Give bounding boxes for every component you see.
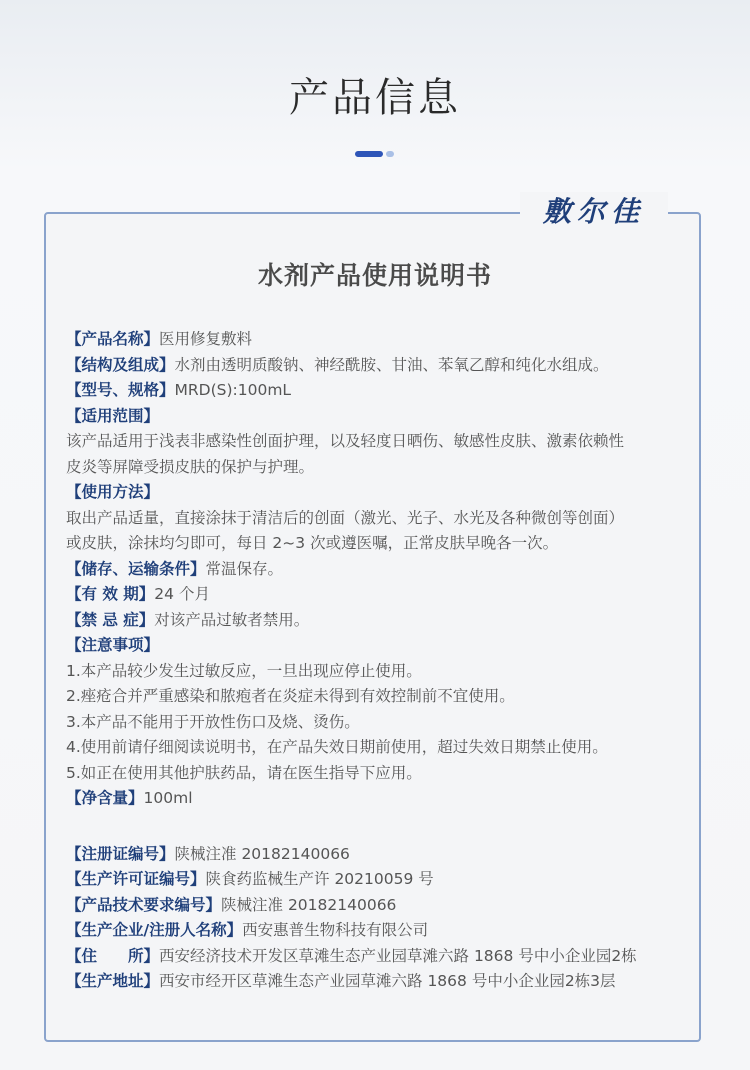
field-value: 医用修复敷料 bbox=[159, 330, 253, 348]
info-line bbox=[66, 918, 696, 944]
info-line bbox=[66, 659, 696, 685]
info-line bbox=[66, 531, 696, 557]
field-value: 100ml bbox=[143, 789, 193, 807]
field-value: 陕械注准 20182140066 bbox=[221, 895, 397, 914]
info-line bbox=[66, 480, 696, 506]
field-label: 【型号、规格】 bbox=[66, 381, 175, 399]
field-label: 【使用方法】 bbox=[66, 483, 160, 501]
field-label: 【禁 忌 症】 bbox=[66, 610, 155, 629]
field-label: 【储存、运输条件】 bbox=[66, 559, 206, 578]
info-line bbox=[66, 735, 696, 761]
info-line bbox=[66, 786, 696, 812]
field-label: 【产品技术要求编号】 bbox=[66, 895, 222, 914]
field-value: 皮炎等屏障受损皮肤的保护与护理。 bbox=[66, 457, 315, 476]
field-label: 【净含量】 bbox=[66, 789, 144, 807]
info-line bbox=[66, 867, 696, 893]
field-value: 取出产品适量，直接涂抹于清洁后的创面（激光、光子、水光及各种微创等创面） bbox=[66, 508, 625, 527]
title-underline-bar bbox=[355, 151, 383, 157]
info-line bbox=[66, 761, 696, 787]
info-line bbox=[66, 378, 696, 404]
field-value: 或皮肤，涂抹均匀即可，每日 2~3 次或遵医嘱，正常皮肤早晚各一次。 bbox=[66, 534, 559, 552]
info-line bbox=[66, 557, 696, 583]
info-line bbox=[66, 633, 696, 659]
field-value: 3.本产品不能用于开放性伤口及烧、烫伤。 bbox=[66, 712, 360, 731]
field-value: 对该产品过敏者禁用。 bbox=[154, 610, 310, 629]
field-value: 2.痤疮合并严重感染和脓疱者在炎症未得到有效控制前不宜使用。 bbox=[66, 687, 515, 705]
field-value: 西安市经开区草滩生态产业园草滩六路 1868 号中小企业园2栋3层 bbox=[159, 972, 616, 990]
info-line bbox=[66, 969, 696, 995]
info-line bbox=[66, 455, 696, 481]
field-label: 【注册证编号】 bbox=[66, 844, 175, 863]
field-label: 【生产许可证编号】 bbox=[66, 870, 206, 888]
info-line bbox=[66, 842, 696, 868]
field-value: 陕械注准 20182140066 bbox=[174, 844, 350, 863]
info-line bbox=[66, 710, 696, 736]
page-title: 产品信息 bbox=[289, 75, 461, 121]
info-line bbox=[66, 353, 696, 379]
field-value: 4.使用前请仔细阅读说明书，在产品失效日期前使用，超过失效日期禁止使用。 bbox=[66, 738, 608, 756]
title-underline-dot bbox=[386, 151, 394, 157]
brand-logo: 敷尔佳 bbox=[520, 192, 668, 232]
field-label: 【生产地址】 bbox=[66, 972, 160, 990]
info-line bbox=[66, 429, 696, 455]
field-value: 陕食药监械生产许 20210059 号 bbox=[205, 870, 434, 888]
section-gap bbox=[66, 812, 696, 842]
field-value: 常温保存。 bbox=[205, 559, 284, 578]
document-title: 水剂产品使用说明书 bbox=[257, 261, 492, 290]
field-value: 西安惠普生物科技有限公司 bbox=[242, 921, 429, 939]
field-label: 【生产企业/注册人名称】 bbox=[66, 921, 243, 939]
field-value: 该产品适用于浅表非感染性创面护理，以及轻度日晒伤、敏感性皮肤、激素依赖性 bbox=[66, 432, 625, 450]
instruction-content bbox=[66, 327, 696, 995]
field-label: 【产品名称】 bbox=[66, 330, 160, 348]
field-label: 【住 所】 bbox=[66, 946, 160, 965]
field-label: 【有 效 期】 bbox=[66, 585, 155, 603]
info-line bbox=[66, 608, 696, 634]
info-line bbox=[66, 944, 696, 970]
field-value: 5.如正在使用其他护肤药品，请在医生指导下应用。 bbox=[66, 763, 422, 782]
info-line bbox=[66, 404, 696, 430]
field-value: MRD(S):100mL bbox=[174, 381, 292, 399]
field-value: 水剂由透明质酸钠、神经酰胺、甘油、苯氧乙醇和纯化水组成。 bbox=[174, 355, 609, 374]
info-line bbox=[66, 684, 696, 710]
product-details-section bbox=[66, 327, 696, 812]
field-value: 1.本产品较少发生过敏反应，一旦出现应停止使用。 bbox=[66, 661, 422, 680]
info-line bbox=[66, 327, 696, 353]
field-label: 【结构及组成】 bbox=[66, 355, 175, 374]
info-line bbox=[66, 506, 696, 532]
registration-section bbox=[66, 842, 696, 995]
field-label: 【适用范围】 bbox=[66, 406, 160, 425]
field-label: 【注意事项】 bbox=[66, 636, 160, 654]
field-value: 西安经济技术开发区草滩生态产业园草滩六路 1868 号中小企业园2栋 bbox=[159, 946, 637, 965]
info-line bbox=[66, 893, 696, 919]
field-value: 24 个月 bbox=[154, 585, 210, 603]
info-line bbox=[66, 582, 696, 608]
